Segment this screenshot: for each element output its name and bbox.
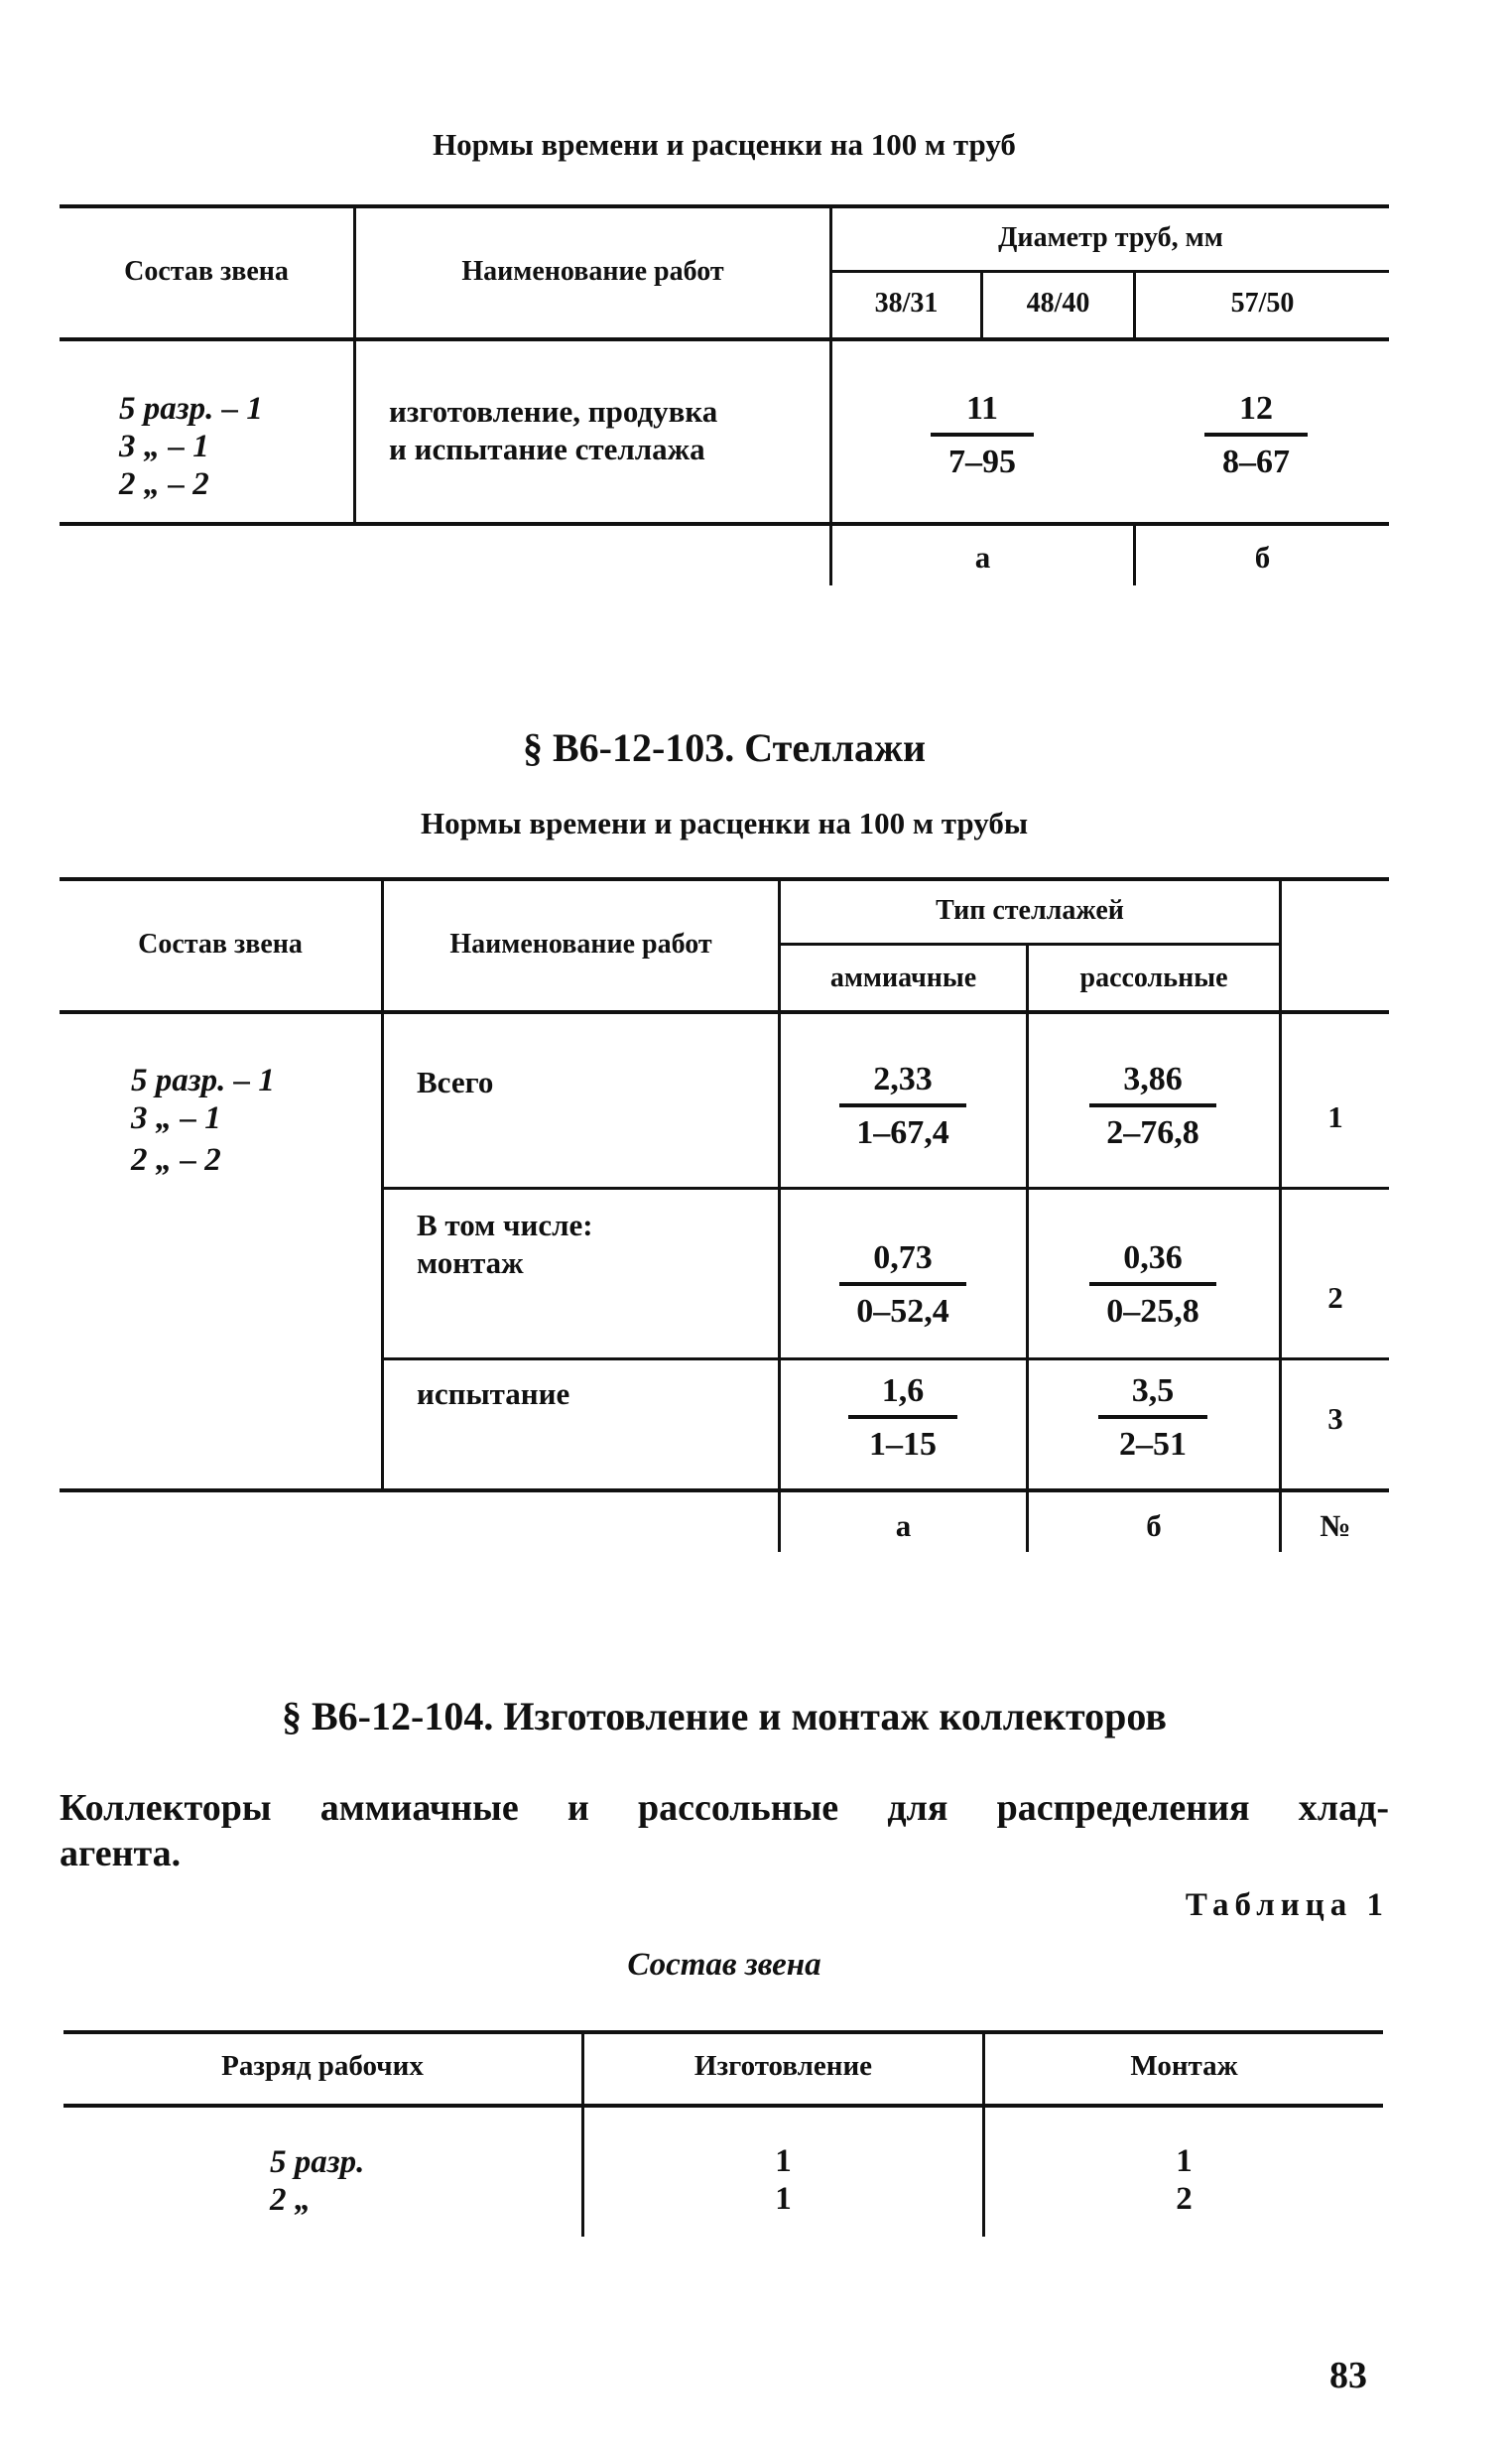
table-b-work-line: Всего [417,1065,494,1099]
table-c-header-rule [63,2104,1383,2108]
section-104-paragraph-line: Коллекторы аммиачные и рассольные для распределения хлад- [60,1787,1389,1829]
table-b-divider [1026,945,1029,1552]
norm-value: 1,6 [881,1372,925,1409]
rate-value: 2–76,8 [1106,1114,1199,1151]
fraction-bar [839,1103,966,1107]
fraction-bar [1089,1103,1216,1107]
table-b-rate-cell [833,1371,972,1465]
table-b-row-rule [383,1187,1389,1190]
table-a-crew-line: 2 „ – 2 [119,466,209,502]
table-a-crew-line: 3 „ – 1 [119,429,209,464]
rate-value: 7–95 [948,444,1016,480]
norm-value: 11 [965,390,999,427]
rate-value: 1–15 [869,1426,937,1463]
section-104-title: § В6-12-104. Изготовление и монтаж коллекторов [282,1694,1167,1738]
table-b-divider [381,877,384,1492]
table-b-top-rule [60,877,1389,881]
table-b-subheader: аммиачные [829,963,977,993]
table-b-header-rule [60,1010,1389,1014]
fraction-bar [1089,1282,1216,1286]
table-a-diameter-rule [829,270,1389,273]
table-b-rate-cell [833,1238,972,1332]
table-b-column-letter: б [1146,1508,1162,1543]
table-b-subheader: рассольные [1079,963,1228,993]
norm-value: 0,73 [873,1239,933,1276]
rate-value: 0–52,4 [856,1293,949,1330]
fraction-bar [931,433,1034,437]
section-103-caption: Нормы времени и расценки на 100 м трубы [420,806,1029,840]
table-a-header-diameter: Диаметр труб, мм [998,222,1223,253]
table-a-rate-cell [913,389,1052,482]
table-b-crew-line: 5 разр. – 1 [131,1063,275,1098]
section-104-paragraph-line: агента. [60,1833,182,1874]
table-a-rate-cell [1187,389,1325,482]
table-b-work-line: испытание [417,1376,570,1411]
table-b-crew-line: 3 „ – 1 [131,1100,221,1136]
table-a-subheader: 57/50 [1230,288,1295,319]
table-b-header-crew: Состав звена [138,929,303,960]
table-b-header-work: Наименование работ [449,929,712,960]
table-c-header-mount: Монтаж [1130,2050,1238,2082]
table-b-work-line: В том числе: [417,1208,593,1242]
norm-value: 2,33 [873,1061,933,1097]
table-b-rate-cell [833,1060,972,1153]
table-a-bottom-rule [60,522,1389,526]
table-b-column-number-label: № [1320,1508,1351,1543]
table-c-make-cell: 1 [775,2181,792,2217]
table-a-header-rule [60,337,1389,341]
table-c-header-make: Изготовление [693,2050,873,2082]
table-b-bottom-rule [60,1488,1389,1492]
table-c-rank-cell: 2 „ [270,2182,312,2218]
table-b-row-number: 3 [1327,1401,1343,1436]
rate-value: 0–25,8 [1106,1293,1199,1330]
section-103-title: § В6-12-103. Стеллажи [522,725,926,770]
table-a-caption: Нормы времени и расценки на 100 м труб [433,127,1016,162]
table-a-divider [353,204,356,526]
table-b-crew-line: 2 „ – 2 [131,1142,221,1178]
table-c-top-rule [63,2030,1383,2034]
table-a-subheader: 38/31 [874,288,939,319]
table-b-divider [1279,877,1282,1552]
table-b-header-type: Тип стеллажей [936,895,1124,926]
table-c-make-cell: 1 [775,2143,792,2179]
rate-value: 8–67 [1222,444,1290,480]
table-b-row-number: 1 [1327,1099,1343,1134]
fraction-bar [1204,433,1308,437]
fraction-bar [839,1282,966,1286]
table-c-rank-cell: 5 разр. [270,2144,365,2180]
table-a-header-crew: Состав звена [124,256,289,287]
table-c-mount-cell: 1 [1176,2143,1193,2179]
table-subtitle: Состав звена [627,1947,821,1983]
norm-value: 0,36 [1123,1239,1183,1276]
table-c-mount-cell: 2 [1176,2181,1193,2217]
table-a-top-rule [60,204,1389,208]
table-label: Таблица 1 [1185,1887,1389,1923]
norm-value: 3,86 [1123,1061,1183,1097]
table-b-rate-cell [1083,1060,1222,1153]
table-b-row-number: 2 [1327,1280,1343,1315]
table-b-row-rule [383,1357,1389,1360]
table-b-column-letter: а [895,1508,912,1543]
table-a-crew-line: 5 разр. – 1 [119,391,263,427]
table-a-work-line: изготовление, продувка [389,394,718,429]
table-b-rate-cell [1083,1238,1222,1332]
table-a-column-letter: а [974,540,991,575]
norm-value: 12 [1239,390,1273,427]
fraction-bar [848,1415,957,1419]
table-b-work-line: монтаж [417,1245,524,1280]
table-a-divider [829,204,832,585]
rate-value: 1–67,4 [856,1114,949,1151]
table-a-work-line: и испытание стеллажа [389,432,705,466]
table-b-rate-cell [1083,1371,1222,1465]
norm-value: 3,5 [1131,1372,1175,1409]
table-a-subheader: 48/40 [1026,288,1090,319]
table-a-header-work: Наименование работ [461,256,724,287]
table-a-column-letter: б [1254,540,1271,575]
fraction-bar [1098,1415,1207,1419]
table-c-header-rank: Разряд рабочих [221,2050,424,2082]
rate-value: 2–51 [1119,1426,1187,1463]
page-number: 83 [1329,2355,1367,2396]
